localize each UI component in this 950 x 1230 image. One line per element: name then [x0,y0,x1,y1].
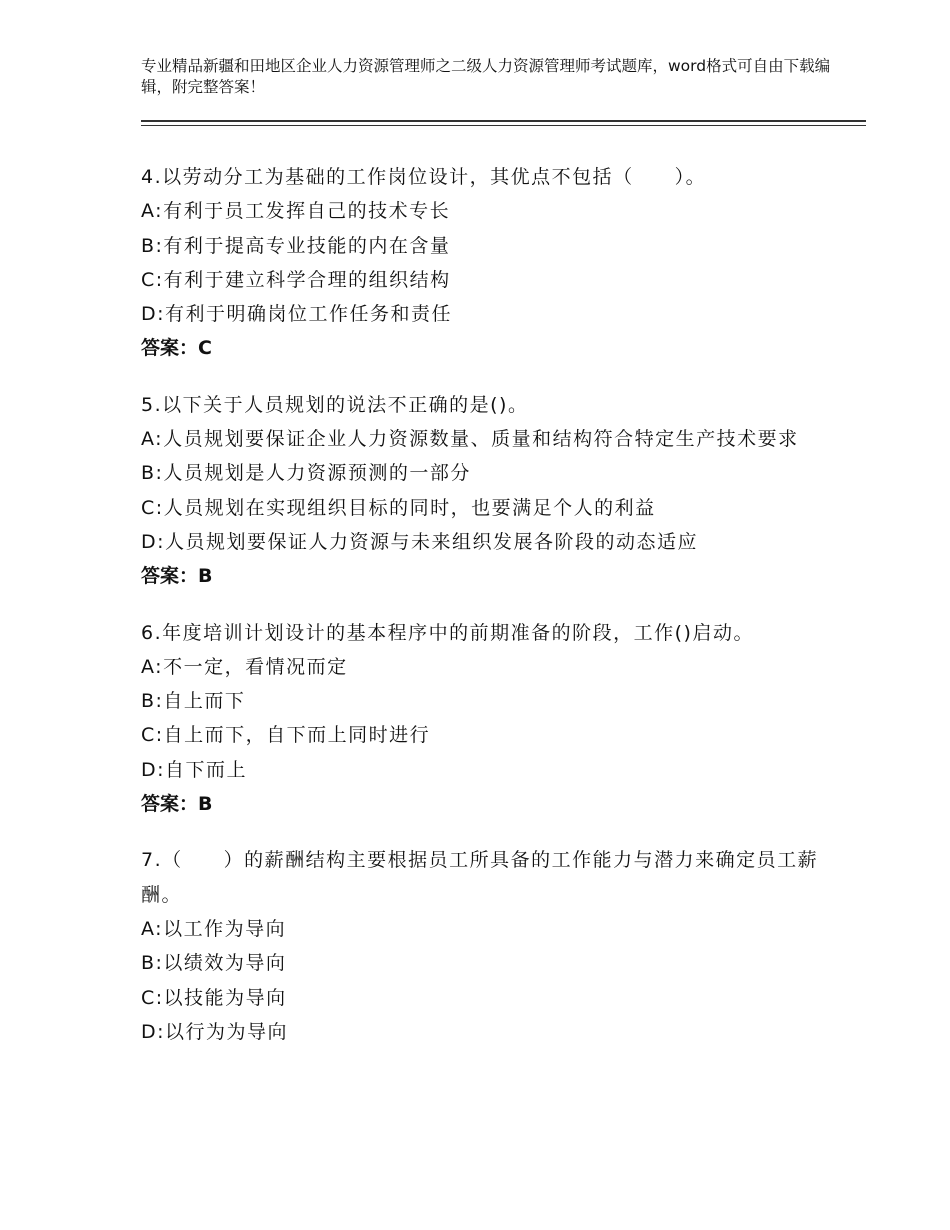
question-4 [141,160,831,366]
option-c: C:自上而下，自下而上同时进行 [141,724,431,747]
option-b: B:以绩效为导向 [141,952,287,975]
question-5 [141,388,831,594]
option-b: B:有利于提高专业技能的内在含量 [141,234,451,257]
answer: 答案：B [141,793,213,816]
question-stem: 4.以劳动分工为基础的工作岗位设计，其优点不包括（ ）。 [141,166,707,188]
header-divider-thin [141,125,866,126]
option-b: B:人员规划是人力资源预测的一部分 [141,462,471,485]
header-divider [141,120,866,122]
option-a: A:有利于员工发挥自己的技术专长 [141,200,451,223]
option-d: D:自下而上 [141,758,248,781]
option-a: A:人员规划要保证企业人力资源数量、质量和结构符合特定生产技术要求 [141,428,799,451]
question-7 [141,843,831,1049]
question-list [141,160,831,1071]
question-stem: 6.年度培训计划设计的基本程序中的前期准备的阶段，工作()启动。 [141,621,754,644]
option-d: D:以行为为导向 [141,1020,289,1043]
answer: 答案：C [141,337,212,360]
document-header [141,56,831,98]
option-c: C:人员规划在实现组织目标的同时，也要满足个人的利益 [141,496,656,519]
question-6 [141,616,831,822]
option-a: A:以工作为导向 [141,917,287,940]
answer: 答案：B [141,565,213,588]
question-stem: 5.以下关于人员规划的说法不正确的是()。 [141,393,529,416]
option-c: C:以技能为导向 [141,986,287,1009]
option-d: D:有利于明确岗位工作任务和责任 [141,303,453,326]
option-c: C:有利于建立科学合理的组织结构 [141,268,451,291]
option-b: B:自上而下 [141,690,246,713]
document-title: 专业精品新疆和田地区企业人力资源管理师之二级人力资源管理师考试题库，word格式可自由下载编辑，附完整答案！ [141,57,831,96]
option-a: A:不一定，看情况而定 [141,655,348,678]
option-d: D:人员规划要保证人力资源与未来组织发展各阶段的动态适应 [141,530,699,553]
question-stem: 7.（ ）的薪酬结构主要根据员工所具备的工作能力与潜力来确定员工薪酬。 [141,849,819,906]
